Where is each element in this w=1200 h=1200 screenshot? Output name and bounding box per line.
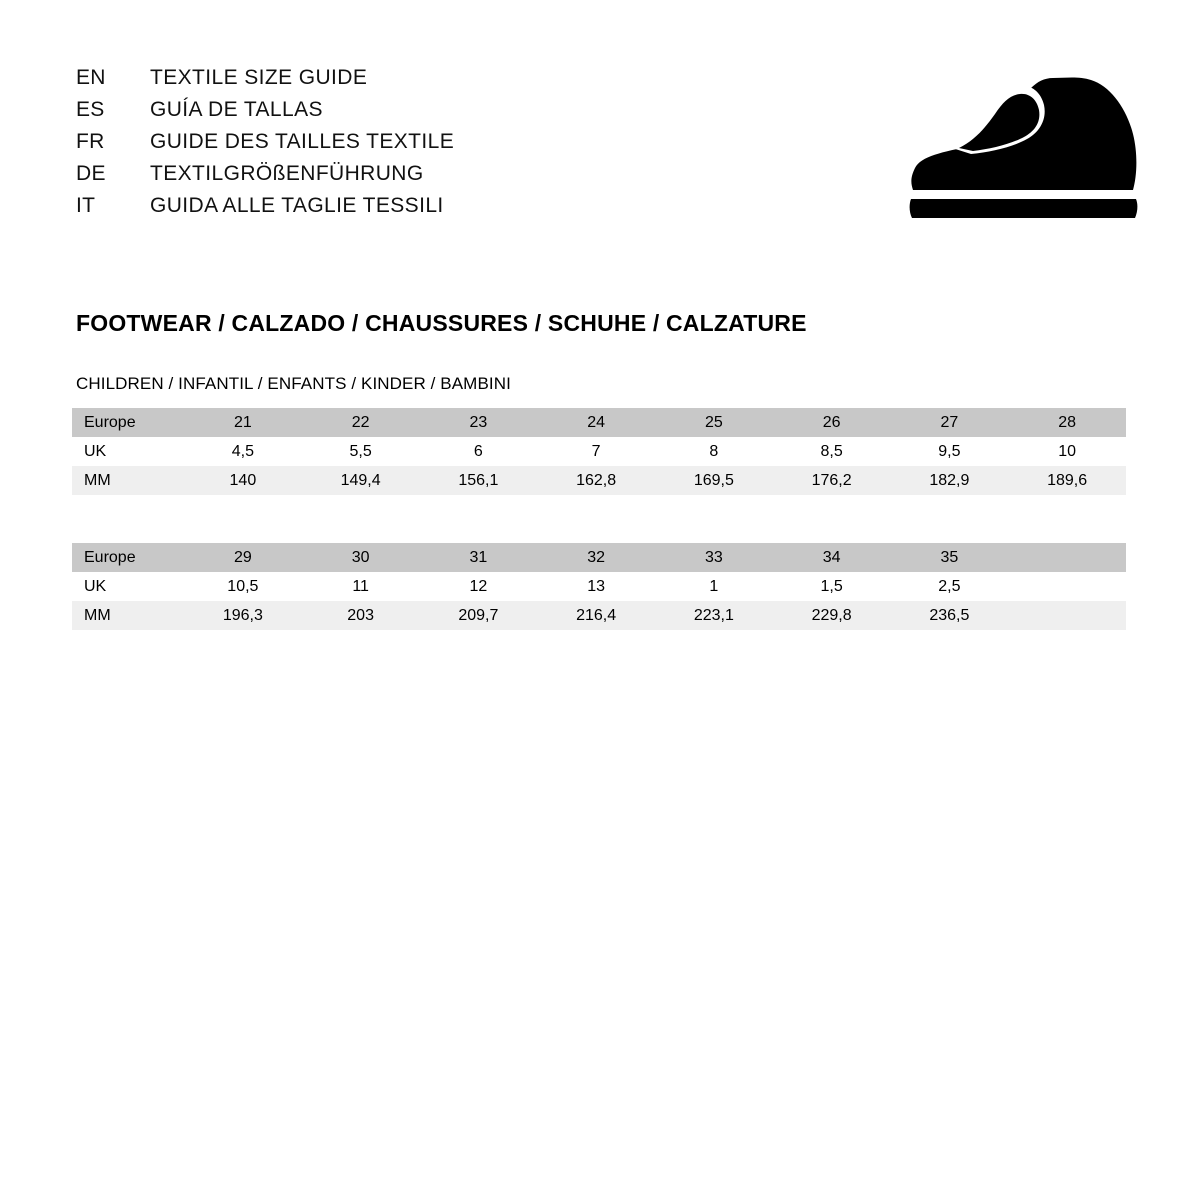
cell-mm-7: 189,6	[1008, 466, 1126, 495]
language-row-en	[76, 66, 454, 98]
cell-uk-6: 2,5	[891, 572, 1009, 601]
cell-uk-4: 8	[655, 437, 773, 466]
cell-mm-4: 169,5	[655, 466, 773, 495]
table-row	[72, 466, 1126, 495]
language-code-fr: FR	[76, 130, 105, 153]
cell-europe-1: 30	[302, 543, 420, 572]
cell-mm-4: 223,1	[655, 601, 773, 630]
table-row	[72, 408, 1126, 437]
language-text-en: TEXTILE SIZE GUIDE	[150, 66, 368, 89]
cell-mm-0: 196,3	[184, 601, 302, 630]
cell-uk-4: 1	[655, 572, 773, 601]
language-row-fr	[76, 130, 454, 162]
cell-europe-3: 24	[537, 408, 655, 437]
cell-mm-2: 209,7	[420, 601, 538, 630]
cell-uk-0: 10,5	[184, 572, 302, 601]
cell-mm-0: 140	[184, 466, 302, 495]
language-list	[76, 66, 454, 226]
cell-mm-3: 162,8	[537, 466, 655, 495]
cell-mm-2: 156,1	[420, 466, 538, 495]
language-text-de: TEXTILGRÖßENFÜHRUNG	[150, 162, 424, 185]
cell-uk-2: 6	[420, 437, 538, 466]
cell-uk-3: 13	[537, 572, 655, 601]
cell-mm-6: 182,9	[891, 466, 1009, 495]
cell-mm-7	[1008, 601, 1126, 630]
cell-uk-0: 4,5	[184, 437, 302, 466]
cell-europe-1: 22	[302, 408, 420, 437]
cell-europe-4: 33	[655, 543, 773, 572]
cell-uk-1: 5,5	[302, 437, 420, 466]
cell-uk-1: 11	[302, 572, 420, 601]
cell-uk-2: 12	[420, 572, 538, 601]
cell-europe-2: 23	[420, 408, 538, 437]
cell-uk-5: 1,5	[773, 572, 891, 601]
language-code-de: DE	[76, 162, 106, 185]
language-row-it	[76, 194, 454, 226]
size-table-children-1	[72, 408, 1126, 495]
language-text-fr: GUIDE DES TAILLES TEXTILE	[150, 130, 455, 153]
cell-europe-7: 28	[1008, 408, 1126, 437]
footwear-section-title: FOOTWEAR / CALZADO / CHAUSSURES / SCHUHE / CALZATURE	[76, 310, 807, 336]
row-label-uk: UK	[72, 437, 184, 466]
cell-uk-3: 7	[537, 437, 655, 466]
cell-uk-5: 8,5	[773, 437, 891, 466]
language-row-es	[76, 98, 454, 130]
cell-uk-7: 10	[1008, 437, 1126, 466]
cell-europe-2: 31	[420, 543, 538, 572]
language-row-de	[76, 162, 454, 194]
language-code-it: IT	[76, 194, 96, 217]
language-code-es: ES	[76, 98, 105, 121]
language-text-it: GUIDA ALLE TAGLIE TESSILI	[150, 194, 444, 217]
row-label-mm: MM	[72, 466, 184, 495]
cell-europe-0: 29	[184, 543, 302, 572]
language-code-en: EN	[76, 66, 106, 89]
cell-europe-7	[1008, 543, 1126, 572]
shoe-icon	[905, 72, 1140, 222]
cell-europe-3: 32	[537, 543, 655, 572]
cell-uk-7	[1008, 572, 1126, 601]
cell-uk-6: 9,5	[891, 437, 1009, 466]
cell-europe-6: 27	[891, 408, 1009, 437]
language-text-es: GUÍA DE TALLAS	[150, 98, 323, 121]
cell-mm-1: 203	[302, 601, 420, 630]
cell-mm-6: 236,5	[891, 601, 1009, 630]
size-table-children-2	[72, 543, 1126, 630]
cell-europe-4: 25	[655, 408, 773, 437]
cell-mm-5: 176,2	[773, 466, 891, 495]
cell-europe-5: 26	[773, 408, 891, 437]
row-label-europe: Europe	[72, 543, 184, 572]
cell-europe-6: 35	[891, 543, 1009, 572]
table-row	[72, 437, 1126, 466]
cell-europe-5: 34	[773, 543, 891, 572]
cell-mm-5: 229,8	[773, 601, 891, 630]
cell-europe-0: 21	[184, 408, 302, 437]
cell-mm-3: 216,4	[537, 601, 655, 630]
row-label-europe: Europe	[72, 408, 184, 437]
table-row	[72, 601, 1126, 630]
table-row	[72, 572, 1126, 601]
table-row	[72, 543, 1126, 572]
row-label-mm: MM	[72, 601, 184, 630]
cell-mm-1: 149,4	[302, 466, 420, 495]
row-label-uk: UK	[72, 572, 184, 601]
children-group-title: CHILDREN / INFANTIL / ENFANTS / KINDER / BAMBINI	[76, 374, 511, 393]
